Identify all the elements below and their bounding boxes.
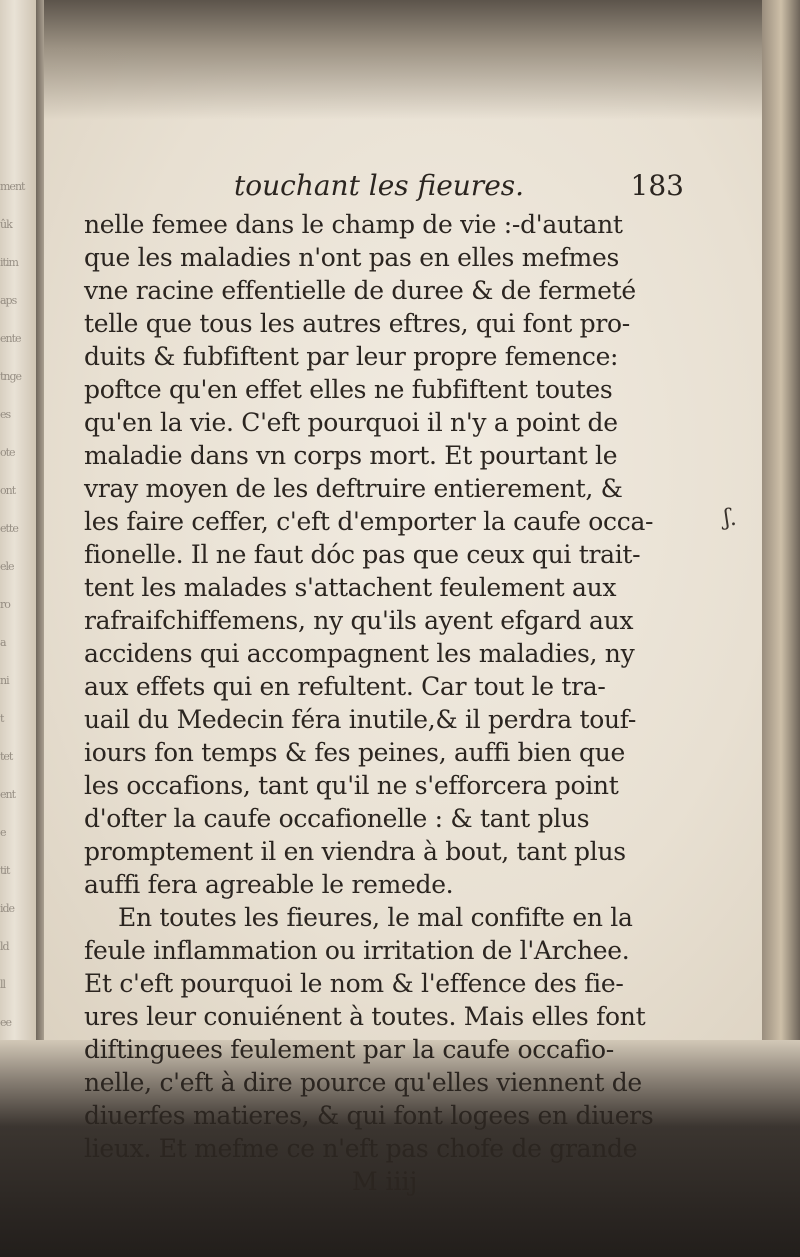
facing-page-fragment: itim [0, 256, 18, 269]
text-line: ures leur conuiénent à toutes. Mais elles font [84, 1002, 646, 1031]
text-line: que les maladies n'ont pas en elles mefmes [84, 243, 619, 272]
text-line: promptement il en viendra à bout, tant plus [84, 837, 626, 866]
text-line: diuerfes matieres, & qui font logees en diuers [84, 1101, 654, 1130]
facing-page-fragment: ûk [0, 218, 12, 231]
text-line: maladie dans vn corps mort. Et pourtant le [84, 441, 618, 470]
facing-page-fragment: es [0, 408, 11, 421]
text-line: lieux. Et mefme ce n'eft pas chofe de grande [84, 1134, 638, 1163]
page-number: 183 [630, 169, 684, 202]
text-line: rafraifchiffemens, ny qu'ils ayent efgard aux [84, 606, 634, 635]
body-text [84, 208, 684, 1165]
margin-note: ʃ. [724, 506, 737, 531]
text-line: uail du Medecin féra inutile,& il perdra touf- [84, 705, 636, 734]
text-line: duits & fubfiftent par leur propre femence: [84, 342, 619, 371]
page-top-shadow [44, 0, 762, 120]
text-line: d'ofter la caufe occafionelle : & tant plus [84, 804, 590, 833]
text-line: accidens qui accompagnent les maladies, ny [84, 639, 635, 668]
text-line: feule inflammation ou irritation de l'Archee. [84, 936, 630, 965]
facing-page-fragment: ent [0, 788, 16, 801]
text-line: nelle, c'eft à dire pource qu'elles viennent de [84, 1068, 642, 1097]
text-line: telle que tous les autres eftres, qui font pro- [84, 309, 630, 338]
signature-mark: M iiij [352, 1167, 418, 1196]
facing-page-fragment: ele [0, 560, 14, 573]
facing-page-fragment: ette [0, 522, 18, 535]
text-line: auffi fera agreable le remede. [84, 870, 454, 899]
facing-page-fragment: aps [0, 294, 17, 307]
text-line: vne racine effentielle de duree & de fermeté [84, 276, 636, 305]
page-text [84, 170, 684, 1198]
facing-page-fragment: ll [0, 978, 6, 991]
text-line: fionelle. Il ne faut dóc pas que ceux qui trait- [84, 540, 641, 569]
facing-page-fragment: ente [0, 332, 21, 345]
text-line: iours fon temps & fes peines, auffi bien que [84, 738, 625, 767]
facing-page-fragment: ide [0, 902, 15, 915]
facing-page-fragment: tit [0, 864, 10, 877]
facing-page-fragment: e [0, 826, 6, 839]
facing-page-fragment: ro [0, 598, 10, 611]
facing-page-fragment: ont [0, 484, 16, 497]
text-line: diftinguees feulement par la caufe occafio- [84, 1035, 614, 1064]
text-line: nelle femee dans le champ de vie :-d'autant [84, 210, 623, 239]
facing-page-fragment: ni [0, 674, 9, 687]
page-header [84, 170, 684, 208]
text-line: vray moyen de les deftruire entierement, & [84, 474, 623, 503]
text-line: poftce qu'en effet elles ne fubfiftent toutes [84, 375, 613, 404]
running-head: touchant les fieures. [234, 169, 525, 202]
facing-page-fragment: t [0, 712, 4, 725]
text-line: aux effets qui en refultent. Car tout le tra- [84, 672, 606, 701]
text-line: Et c'eft pourquoi le nom & l'effence des fie- [84, 969, 624, 998]
text-line: tent les malades s'attachent feulement aux [84, 573, 617, 602]
text-line: qu'en la vie. C'eft pourquoi il n'y a point de [84, 408, 618, 437]
facing-page-fragment: tnge [0, 370, 22, 383]
facing-page-fragment: tet [0, 750, 13, 763]
facing-page-fragment: ee [0, 1016, 12, 1029]
text-line: les occafions, tant qu'il ne s'efforcera point [84, 771, 619, 800]
text-line: les faire ceffer, c'eft d'emporter la caufe occa- [84, 507, 654, 536]
facing-page-fragment: ote [0, 446, 15, 459]
text-line: En toutes les fieures, le mal confifte en la [118, 903, 633, 932]
facing-page-fragment: ld [0, 940, 9, 953]
facing-page-fragment: ment [0, 180, 25, 193]
facing-page-fragment: a [0, 636, 6, 649]
